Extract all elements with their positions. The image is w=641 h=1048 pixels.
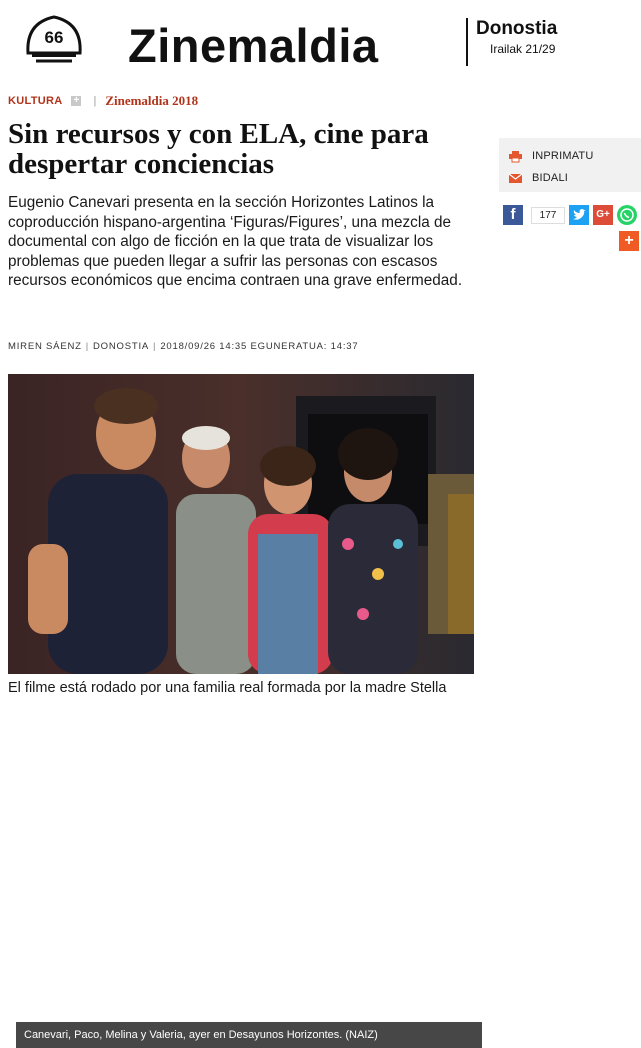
print-label: INPRIMATU [532,150,594,162]
print-button[interactable] [509,148,593,164]
author-name: MIREN SÁENZ [8,341,82,352]
edition-badge[interactable] [22,13,86,67]
page-title: Sin recursos y con ELA, cine para despertar conciencias [8,118,429,180]
header-divider [466,18,468,66]
more-share-icon[interactable]: + [619,231,639,251]
facebook-icon[interactable]: f [503,205,523,225]
twitter-icon[interactable] [569,205,589,225]
city-label: Donostia [476,18,558,39]
breadcrumb [8,94,198,108]
updated-time: EGUNERATUA: 14:37 [250,341,359,352]
publish-datetime: 2018/09/26 14:35 [160,341,248,352]
photo-illustration [8,374,474,674]
whatsapp-icon[interactable] [617,205,637,225]
follow-plus-icon[interactable]: + [71,96,81,106]
article-tools [499,138,641,192]
section-link-zinemaldia[interactable]: Zinemaldia 2018 [105,93,199,108]
twitter-bird-icon [569,205,589,225]
byline-place: DONOSTIA [93,341,150,352]
phone-icon [617,205,637,225]
article-body: El filme está rodado por una familia real formada por la madre Stella [8,680,447,696]
send-button[interactable] [509,170,568,186]
festival-dates: Irailak 21/29 [490,42,556,56]
photo-caption: Canevari, Paco, Melina y Valeria, ayer en Desayunos Horizontes. (NAIZ) [16,1022,482,1048]
envelope-icon [509,173,522,184]
send-label: BIDALI [532,172,569,184]
share-count: 177 [531,207,565,224]
site-header [0,0,641,82]
google-plus-icon[interactable]: G+ [593,205,613,225]
brand-logo[interactable]: Zinemaldia [128,19,379,72]
section-link-kultura[interactable]: KULTURA [8,95,63,107]
share-bar [503,205,641,251]
byline: MIREN SÁENZ | DONOSTIA | 2018/09/26 14:35 EGUNERATUA: 14:37 [8,341,359,352]
article-lede: Eugenio Canevari presenta en la sección Horizontes Latinos la coproducción hispano-argentina ‘Figuras/Figures’, una mezcla de documental con algo de ficción en la que trata de visualizar los problemas que pueden llegar a sufrir las personas con escasos recursos económicos que encima contraen una grave enfermedad. [8,194,463,289]
printer-icon [509,151,522,162]
edition-number: 66 [44,28,64,47]
breadcrumb-separator: | [93,95,97,107]
